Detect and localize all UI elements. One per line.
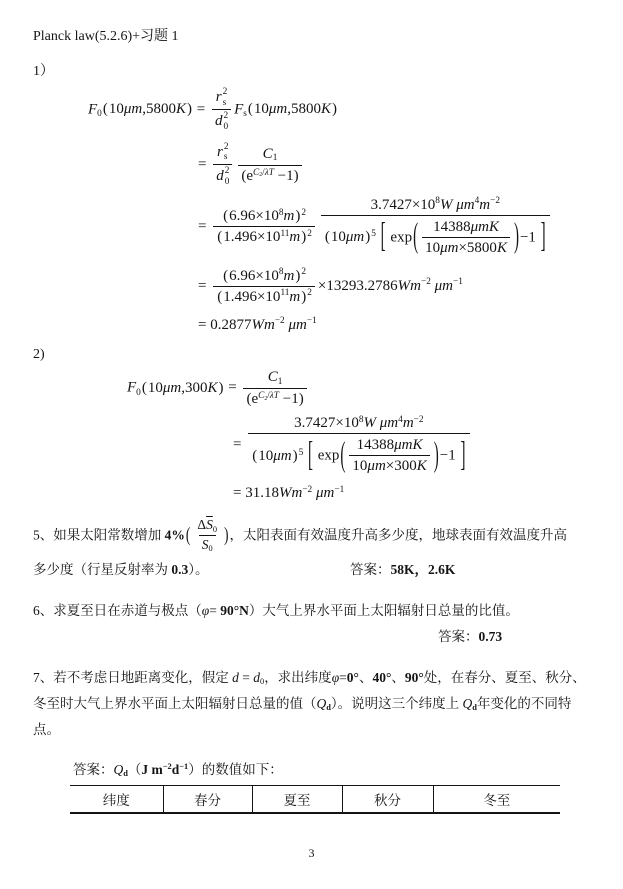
equation-s2-line1: F0 ( 10μm,300K ) = $\frac{C1}{(eC2/\lambda T -1)}$ [127,367,590,409]
equation-s1-line1: F0 ( 10μm,5800K ) = r 2 s d 2 0 Fs ( 10μm,5800K ) [88,87,338,133]
problem-5-line1: 5、如果太阳常数增加 4% ( $\frac{\Delta\overline{S}0}{S0}$ ) ，太阳表面有效温度升高多少度，地球表面有效温度升高 [33,517,567,554]
equation-s2-line2: = 3.7427×108W μm4m−2 ( 10μm ) 5 [ exp ( $\frac{\text{14388μmK}}{10\mu m\times 300K}$ ) −1 ] [233,413,590,477]
table-header-latitude: 纬度 [102,792,130,808]
problem-6-text: 6、求夏至日在赤道与极点（φ= 90°N）大气上界水平面上太阳辐射日总量的比值。 [33,602,519,618]
equation-s1-line2: = r 2 s d 2 0 $\frac{C1}{(eC2/\lambda T -1)}$ [198,141,590,189]
table-header-spring-equinox: 春分 [163,785,252,813]
problem-7-text: 7、若不考虑日地距离变化，假定 d = d0，求出纬度φ=0°、40°、90°处，在春分、夏至、秋分、冬至时大气上界水平面上太阳辐射日总量的值（Qd）。说明这三个纬度上 Qd年变化的不同特点。 [33,669,586,737]
equation-s1-line5: = 0.2877Wm−2 μm−1 [198,316,317,333]
equation-s2-line3: = 31.18Wm−2 μm−1 [233,485,345,502]
answer-table [70,785,560,814]
section-1-label: 1） [33,64,54,79]
table-header-autumn-equinox: 秋分 [342,785,433,813]
page-number: 3 [308,846,315,860]
section-2-label: 2) [33,347,45,363]
problem-7-answer-intro: 答案：Qd（J m−2d−1）的数值如下： [73,761,283,779]
equation-s1-line3: = ( 6.96×108m ) 2 ( 1.496×1011m ) 2 3.7427×108W μm4m−2 ( 10μm ) 5 [ exp ( $\frac{\text{14388μmK}}{10\mu m\times 5800K}$ ) −1 ] [198,195,590,259]
document-title: Planck law(5.2.6)+习题 1 [33,29,179,44]
problem-5-answer: 答案：58K，2.6K [350,561,456,577]
problem-5-line2 [33,557,590,583]
equation-s1-line4: = ( 6.96×108m ) 2 ( 1.496×1011m ) 2 ×13293.2786Wm−2 μm−1 [198,267,463,305]
answer-table-header-row [70,785,560,813]
table-header-winter-solstice: 冬至 [433,785,560,813]
problem-6-answer: 答案：0.73 [438,628,503,644]
table-header-summer-solstice: 夏至 [252,785,342,813]
problem-5-line2-text: 多少度（行星反射率为 0.3）。 [33,561,209,577]
